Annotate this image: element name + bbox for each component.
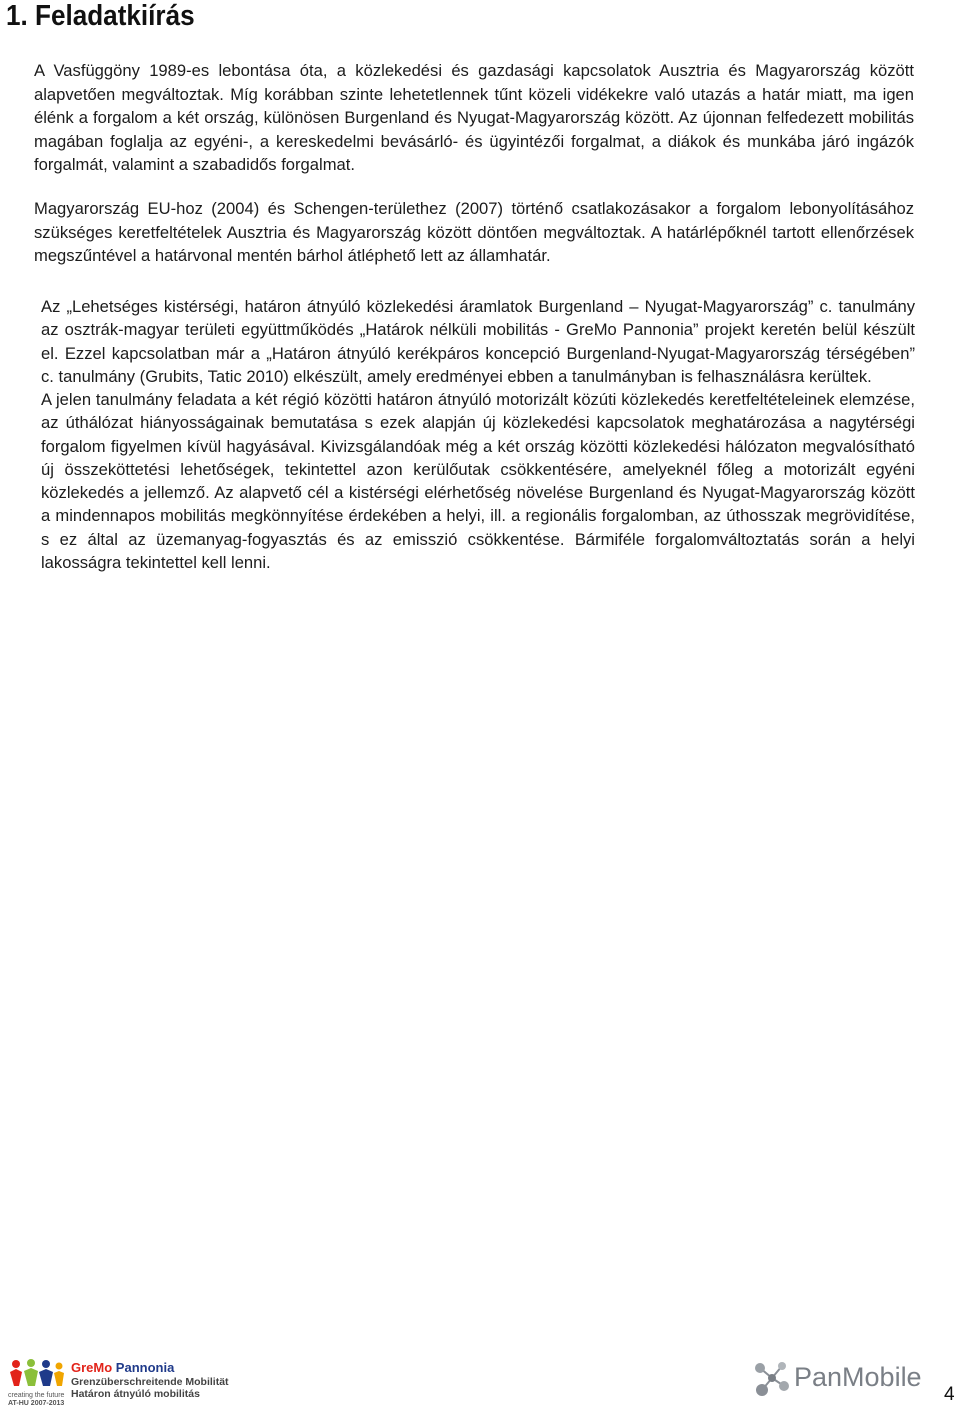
logo-tagline: creating the future AT-HU 2007-2013 [8, 1392, 65, 1407]
panmobile-wordmark: PanMobile [794, 1362, 922, 1392]
paragraph-study-task: A jelen tanulmány feladata a két régió közötti határon átnyúló motorizált közúti közlekedés keretfeltételeinek elemzése, az úthálózat hiányosságainak bemutatása s ezek alapján új közlekedési kapcsolatok meghatározása a nagytérségi forgalom figyelmen kívül hagyásával. Kivizsgálandóak még a két ország közötti közlekedési hálózaton megvalósítható új összeköttetési lehetőségek, tekintettel azon kerülőutak csökkentésére, amelyeknél főleg a motorizált egyéni közlekedés a jellemző. Az alapvető cél a kistérségi elérhetőség növelése Burgenland és Nyugat-Magyarország között a mindennapos mobilitás megkönnyítése érdekében a helyi, ill. a regionális forgalomban, az úthosszak megrövidítése, s ez által az üzemanyag-fogyasztás és az emisszió csökkentése. Bármiféle forgalomváltoztatás során a helyi lakosságra tekintettel kell lenni. [41, 390, 915, 573]
brand-name: GreMo Pannonia [71, 1360, 175, 1375]
page-title: 1. Feladatkiírás [6, 0, 195, 32]
panmobile-logo [752, 1358, 922, 1400]
page-number: 4 [944, 1384, 955, 1405]
paragraph-eu-schengen: Magyarország EU-hoz (2004) és Schengen-területhez (2007) történő csatlakozásakor a forgalom lebonyolításához szükséges keretfeltételek Ausztria és Magyarország között döntően megváltoztak. A határlépőknél tartott ellenőrzések megszűntével a határvonal mentén bárhol átléphető lett az államhatár. [34, 199, 914, 265]
paragraph-study-context: Az „Lehetséges kistérségi, határon átnyúló közlekedési áramlatok Burgenland – Nyugat-Magyarország” c. tanulmány az osztrák-magyar területi együttműködés „Határok nélküli mobilitás - GreMo Pannonia” projekt keretén belül készült el. Ezzel kapcsolatban már a „Határon átnyúló kerékpáros koncepció Burgenland-Nyugat-Magyarország térségében” c. tanulmány (Grubits, Tatic 2010) elkészült, amely eredményei ebben a tanulmányban is felhasználásra kerültek. [41, 297, 915, 386]
paragraph-intro: A Vasfüggöny 1989-es lebontása óta, a közlekedési és gazdasági kapcsolatok Ausztria és Magyarország között alapvetően megváltoztak. Míg korábban szinte lehetetlennek tűnt közeli vidékekre való utazás a határ miatt, ma igen élénk a forgalom a két ország, különösen Burgenland és Nyugat-Magyarország között. Az újonnan felfedezett mobilitás magában foglalja az egyéni-, a kereskedelmi bevásárló- és ügyintézői forgalmat, a diákok és munkába járó ingázók forgalmát, valamint a szabadidős forgalmat. [34, 61, 914, 174]
brand-subtitle-de: Grenzüberschreitende Mobilität [71, 1376, 229, 1388]
brand-subtitle-hu: Határon átnyúló mobilitás [71, 1388, 200, 1400]
network-nodes-icon [752, 1358, 792, 1400]
people-figures-icon [8, 1358, 64, 1390]
gremo-pannonia-footer-logo [8, 1358, 248, 1407]
